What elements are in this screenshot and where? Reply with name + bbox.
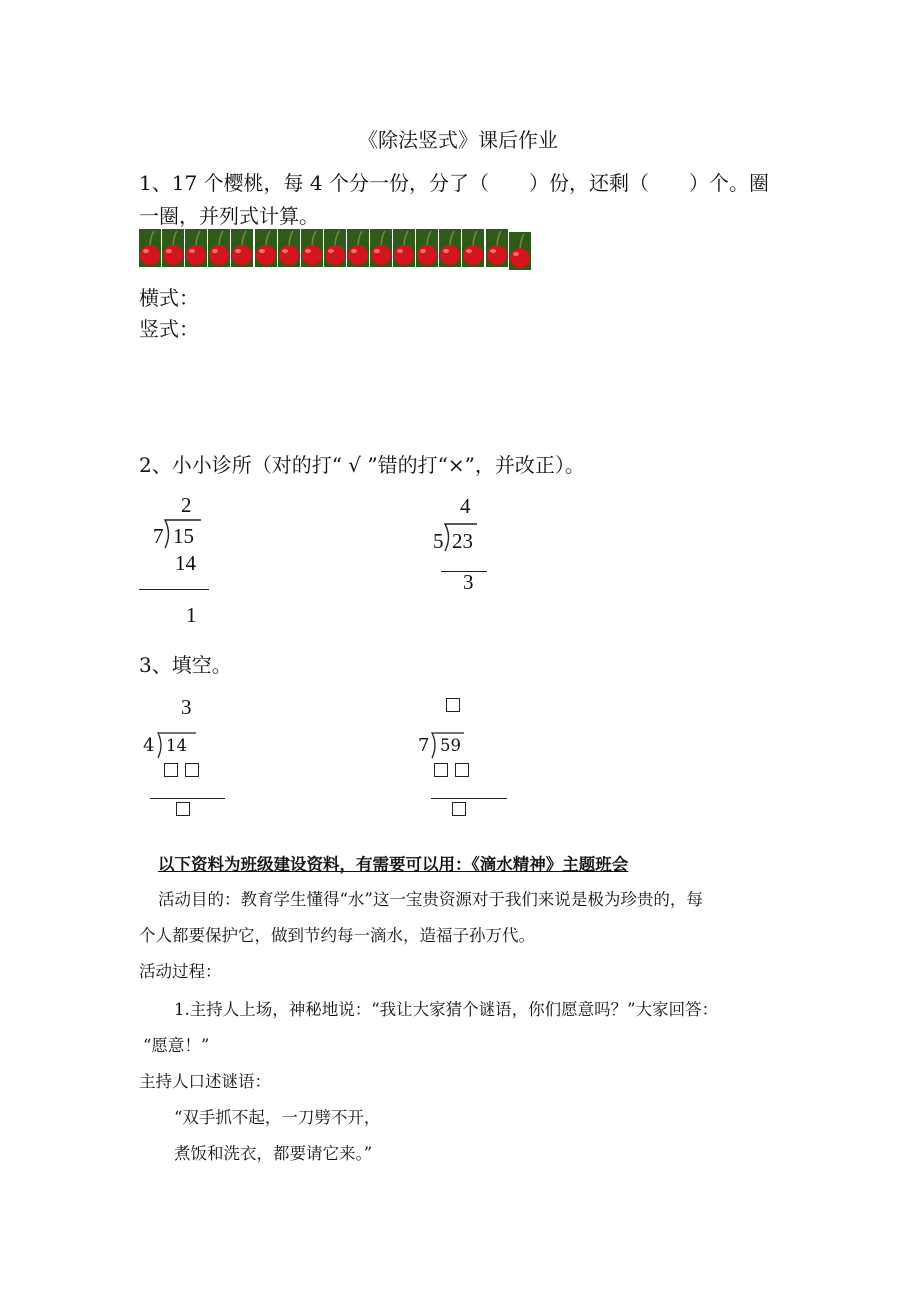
cherry-icon — [393, 229, 415, 267]
subtraction-line — [139, 589, 209, 590]
riddle-line1: “双手抓不起，一刀劈不开， — [174, 1108, 381, 1127]
blank-box[interactable] — [185, 763, 199, 777]
cherry-icon — [462, 229, 484, 267]
subtraction-line — [150, 798, 225, 799]
remainder: 1 — [186, 603, 197, 627]
step1-line2: “愿意！” — [143, 1036, 210, 1055]
cherry-icon — [139, 229, 161, 267]
blank-box[interactable] — [446, 698, 460, 712]
riddle-intro: 主持人口述谜语： — [139, 1072, 271, 1091]
q2-heading: 2、小小诊所（对的打“ √ ”错的打“×”，并改正）。 — [139, 453, 585, 477]
divisor: 7 — [418, 735, 430, 756]
riddle-line2: 煮饭和洗衣，都要请它来。” — [174, 1144, 373, 1163]
cherry-icon — [439, 229, 461, 267]
process-label: 活动过程： — [139, 962, 222, 981]
blank-box[interactable] — [176, 802, 190, 816]
cherry-icon — [278, 229, 300, 267]
cherry-icon — [185, 229, 207, 267]
divisor: 7 — [153, 524, 164, 548]
remainder: 3 — [463, 570, 474, 594]
purpose-line2: 个人都要保护它，做到节约每一滴水，造福子孙万代。 — [139, 926, 535, 945]
blank-box[interactable] — [452, 802, 466, 816]
cherry-icon — [231, 229, 253, 267]
quotient: 2 — [181, 493, 192, 517]
cherry-icon — [301, 229, 323, 267]
divisor: 5 — [433, 529, 444, 553]
product: 14 — [175, 551, 196, 575]
dividend: 23 — [452, 529, 473, 553]
cherry-icon — [324, 229, 346, 267]
cherry-icon — [347, 229, 369, 267]
dividend: 59 — [440, 736, 461, 755]
subtraction-line — [431, 798, 507, 799]
cherry-icon — [255, 229, 277, 267]
cherry-icon — [509, 232, 531, 270]
cherry-icon — [370, 229, 392, 267]
blank-box[interactable] — [434, 763, 448, 777]
page-title: 《除法竖式》课后作业 — [358, 128, 558, 152]
quotient: 4 — [460, 494, 471, 518]
class-material-heading: 以下资料为班级建设资料，有需要可以用：《滴水精神》主题班会 — [158, 855, 629, 874]
vertical-formula-label: 竖式： — [139, 317, 199, 341]
blank-box[interactable] — [164, 763, 178, 777]
cherry-icon — [208, 229, 230, 267]
dividend: 15 — [173, 524, 194, 548]
q3-heading: 3、填空。 — [139, 653, 232, 677]
cherry-icon — [162, 229, 184, 267]
step1-line1: 1.主持人上场，神秘地说：“我让大家猜个谜语，你们愿意吗？”大家回答： — [174, 1000, 719, 1019]
quotient: 3 — [181, 695, 192, 719]
horizontal-formula-label: 横式： — [139, 286, 199, 310]
q1-text-line1: 1、17 个樱桃，每 4 个分一份，分了（ ）份，还剩（ ）个。圈 — [139, 171, 769, 195]
divisor: 4 — [143, 735, 155, 756]
cherry-icon — [416, 229, 438, 267]
dividend: 14 — [166, 736, 187, 755]
q1-text-line2: 一圈，并列式计算。 — [139, 204, 319, 228]
blank-box[interactable] — [455, 763, 469, 777]
cherry-icon — [486, 229, 508, 267]
purpose-line1: 活动目的：教育学生懂得“水”这一宝贵资源对于我们来说是极为珍贵的，每 — [158, 890, 703, 909]
